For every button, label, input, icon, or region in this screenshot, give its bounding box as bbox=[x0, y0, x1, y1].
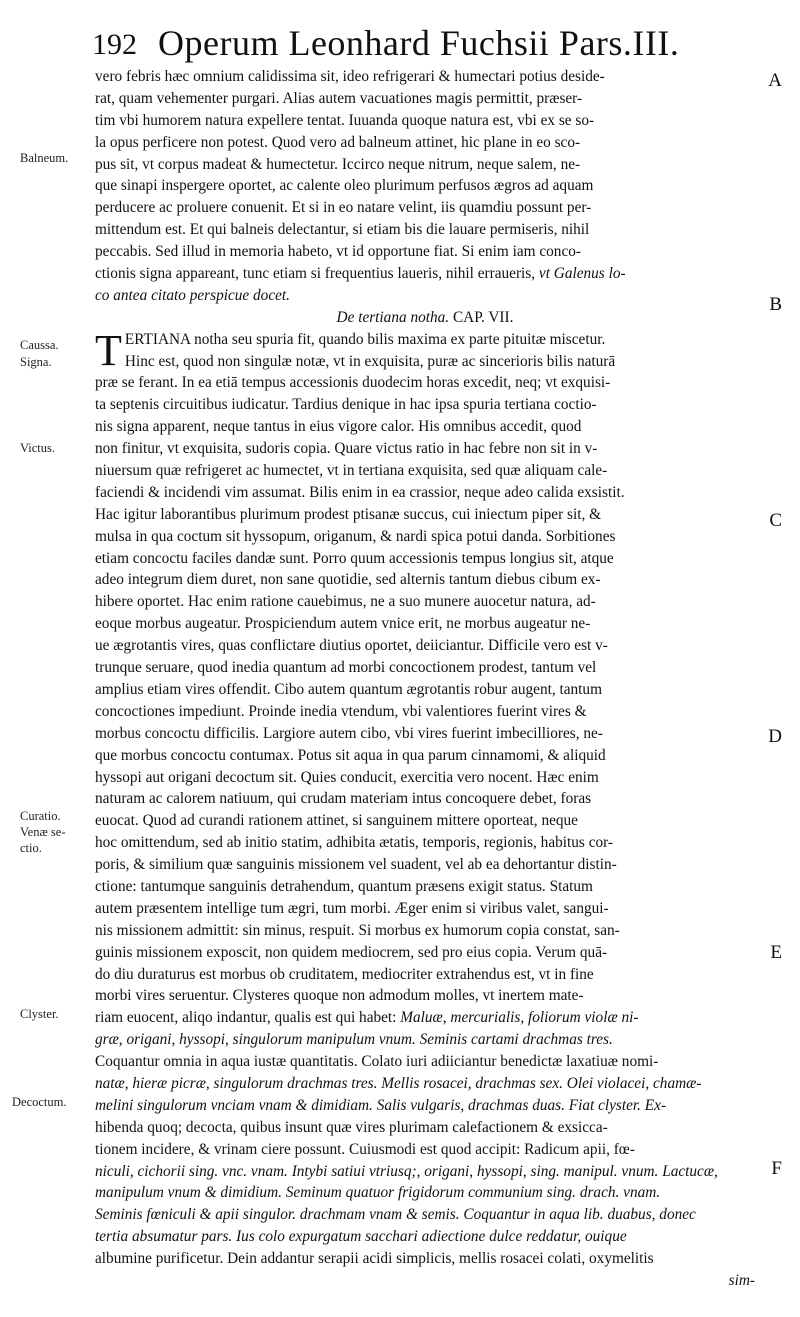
text-line: tertia absumatur pars. Ius colo expurgatum sacchari adiectione dulce reddatur, ouique bbox=[95, 1228, 627, 1246]
text-line: eoque morbus augeatur. Prospiciendum autem vnice erit, ne morbus augeatur ne- bbox=[95, 615, 591, 633]
text-line: faciendi & incidendi vim assumat. Bilis enim in ea crassior, neque adeo calida exsistit. bbox=[95, 483, 625, 501]
text-line: do diu duraturus est morbus ob cruditatem, mediocriter extrahendus est, vt in fine bbox=[95, 965, 594, 983]
text-line: perducere ac proluere conuenit. Et si in eo natare velint, iis quamdiu possunt per- bbox=[95, 199, 592, 217]
text-line: pus sit, vt corpus madeat & humectetur. Iccirco neque nitrum, neque salem, ne- bbox=[95, 155, 581, 173]
text-line: præ se ferant. In ea etiā tempus accessionis duodecim horas excedit, neq; vt exquisi- bbox=[95, 374, 611, 392]
text-line: Coquantur omnia in aqua iustæ quantitatis. Colato iuri adiiciantur benedictæ laxatiuæ nomi- bbox=[95, 1053, 659, 1071]
text-line: Hinc est, quod non singulæ notæ, vt in exquisita, puræ ac sincerioris bilis naturā bbox=[124, 352, 616, 370]
text-line: naturam ac calorem natiuum, qui crudam materiam intus concoquere debet, foras bbox=[95, 790, 592, 808]
side-note-balneum: Balneum. bbox=[20, 151, 69, 165]
text-line: græ, origani, hyssopi, singulorum manipulum vnum. Seminis cartami drachmas tres. bbox=[95, 1031, 613, 1049]
page-number: 192 bbox=[92, 28, 137, 61]
running-title: Operum Leonhard Fuchsii Pars.III. bbox=[158, 23, 680, 63]
side-note-curatio: Curatio. bbox=[20, 809, 61, 823]
text-segment-italic: Maluæ, mercurialis, foliorum violæ ni- bbox=[400, 1009, 639, 1027]
margin-letter-c: C bbox=[769, 510, 782, 531]
margin-letter-d: D bbox=[768, 726, 782, 747]
text-line: nis missionem admittit: sin minus, respuit. Si morbus ex humorum copia constat, san- bbox=[95, 921, 620, 939]
text-line: melini singulorum vnciam vnam & dimidiam. Salis vulgaris, drachmas duas. Fiat clyster. Ex- bbox=[95, 1096, 667, 1114]
text-line: guinis missionem exposcit, non quidem mediocrem, sed pro eius copia. Verum quā- bbox=[95, 943, 608, 961]
text-line: ta septenis circuitibus iudicatur. Tardius denique in hac ipsa spuria tertiana coctio- bbox=[95, 396, 597, 414]
side-note-clyster: Clyster. bbox=[20, 1007, 59, 1021]
text-line: ue ægrotantis vires, quas conflictare diutius oportet, deiiciantur. Difficile vero est v- bbox=[95, 637, 608, 655]
text-line: tionem incidere, & vrinam ciere possunt. Cuiusmodi est quod accipit: Radicum apii, fœ- bbox=[95, 1140, 635, 1158]
text-line: hyssopi aut origani decoctum sit. Quies conducit, exercitia vero nocent. Hæc enim bbox=[95, 768, 599, 786]
margin-letter-b: B bbox=[769, 294, 782, 315]
catchword: sim- bbox=[728, 1271, 755, 1289]
text-line bbox=[95, 1007, 755, 1029]
chapter-number: CAP. VII. bbox=[449, 308, 514, 326]
side-note-ctio: ctio. bbox=[20, 841, 42, 855]
text-line: vero febris hæc omnium calidissima sit, ideo refrigerari & humectari potius deside- bbox=[95, 68, 605, 85]
text-line: hibenda quoq; decocta, quibus insunt quæ vires plurimam calefactionem & exsicca- bbox=[95, 1118, 608, 1136]
text-line: etiam concoctu faciles dandæ sunt. Porro quum accessionis tempus longius sit, atque bbox=[95, 549, 614, 567]
side-note-signa: Signa. bbox=[20, 355, 52, 369]
text-line: natæ, hieræ picræ, singulorum drachmas tres. Mellis rosacei, drachmas sex. Olei violacei, chamæ- bbox=[95, 1074, 702, 1092]
text-line: ERTIANA notha seu spuria fit, quando bilis maxima ex parte pituitæ miscetur. bbox=[124, 330, 606, 348]
text-line: amplius etiam vires offendit. Cibo autem quantum ægrotantis robur augent, tantum bbox=[95, 680, 602, 698]
side-note-victus: Victus. bbox=[20, 441, 56, 455]
page-header bbox=[92, 18, 732, 68]
text-segment: ctionis signa appareant, tunc etiam si frequentius laueris, nihil erraueris, bbox=[95, 265, 539, 283]
side-note-caussa: Caussa. bbox=[20, 338, 59, 352]
margin-letter-f: F bbox=[771, 1158, 782, 1179]
text-line: niuersum quæ refrigeret ac humectet, vt in tertiana exquisita, sed quæ aliquam cale- bbox=[95, 462, 608, 480]
text-line: Seminis fœniculi & apii singulor. drachmam vnam & semis. Coquantur in aqua lib. duabus, donec bbox=[95, 1206, 696, 1224]
text-line: adeo integrum diem duret, non sane quotidie, sed alternis tantum diebus cibum ex- bbox=[95, 571, 601, 589]
side-note-decoctum: Decoctum. bbox=[12, 1095, 67, 1109]
chapter-heading bbox=[95, 307, 755, 329]
text-line: poris, & similium quæ sanguinis missionem vel suadent, vel ab ea dehortantur distin- bbox=[95, 856, 617, 874]
text-line: autem præsentem intellige tum ægri, tum morbi. Æger enim si viribus valet, sangui- bbox=[95, 899, 609, 917]
text-segment-italic: vt Galenus lo- bbox=[538, 265, 626, 283]
text-line: manipulum vnum & dimidium. Seminum quatuor frigidorum communium sing. drach. vnam. bbox=[95, 1184, 661, 1202]
text-segment: riam euocent, aliqo indantur, qualis est qui habet: bbox=[95, 1009, 401, 1027]
text-line: trunque seruare, quod inedia quantum ad morbi concoctionem prodest, tantum vel bbox=[95, 659, 597, 677]
drop-cap: T bbox=[95, 325, 122, 375]
text-line: nis signa apparent, neque tantus in eius vigore calor. His omnibus accedit, quod bbox=[95, 418, 582, 436]
text-line: non finitur, vt exquisita, sudoris copia. Quare victus ratio in hac febre non sit in v- bbox=[95, 440, 598, 458]
margin-letter-a: A bbox=[768, 70, 782, 91]
text-line: albumine purificetur. Dein addantur serapii acidi simplicis, mellis rosacei colati, oxymelitis bbox=[95, 1250, 654, 1268]
text-line: la opus perficere non potest. Quod vero ad balneum attinet, hic plane in eo sco- bbox=[95, 133, 581, 151]
text-line: co antea citato perspicue docet. bbox=[95, 286, 290, 304]
text-line: tim vbi humorem natura expellere tentat. Iuuanda quoque natura est, vbi ex se so- bbox=[95, 111, 595, 129]
side-note-venae: Venæ se- bbox=[20, 825, 66, 839]
text-line: que sinapi inspergere oportet, ac calente oleo plurimum perfusos ægros ad aquam bbox=[95, 177, 594, 195]
text-line: concoctiones impediunt. Proinde inedia vtendum, vbi valentiores fuerint vires & bbox=[95, 702, 587, 720]
text-line: euocat. Quod ad curandi rationem attinet, si sanguinem mittere oporteat, neque bbox=[95, 812, 578, 830]
text-line: rat, quam vehementer purgari. Alias autem vacuationes magis permittit, præser- bbox=[95, 89, 583, 107]
text-line: hibere oportet. Hac enim ratione cauebimus, ne a suo munere auocetur natura, ad- bbox=[95, 593, 596, 611]
text-line: que morbus concoctu contumax. Potus sit aqua in qua parum cinnamomi, & aliquid bbox=[95, 746, 606, 764]
text-line: hoc omittendum, sed ab initio statim, adhibita ætatis, temporis, regionis, habitus cor- bbox=[95, 834, 614, 852]
chapter-title: De tertiana notha. bbox=[336, 308, 450, 326]
text-line: ctione: tantumque sanguinis detrahendum, quantum præsens exigit status. Statum bbox=[95, 877, 593, 895]
text-line: morbi vires seruentur. Clysteres quoque non admodum molles, vt inertem mate- bbox=[95, 987, 584, 1005]
text-line: niculi, cichorii sing. vnc. vnam. Intybi satiui vtriusq;, origani, hyssopi, sing. manipul. vnum. Lactucæ, bbox=[95, 1162, 718, 1180]
text-line: Hac igitur laborantibus plurimum prodest ptisanæ succus, cui iniectum piper sit, & bbox=[95, 505, 601, 523]
text-line: mittendum est. Et qui balneis delectantur, si etiam bis die lauare permiseris, nihil bbox=[95, 221, 590, 239]
text-line bbox=[95, 263, 755, 285]
text-line: mulsa in qua coctum sit hyssopum, origanum, & nardi spica potui danda. Sorbitiones bbox=[95, 527, 616, 545]
text-line: peccabis. Sed illud in memoria habeto, vt id opportune fiat. Si enim iam conco- bbox=[95, 243, 581, 261]
text-line: morbus concoctu difficilis. Largiore autem cibo, vbi vires fuerint imbecilliores, ne- bbox=[95, 724, 603, 742]
main-text-block bbox=[95, 66, 755, 1292]
chapter-first-paragraph bbox=[95, 325, 755, 375]
margin-letter-e: E bbox=[770, 942, 782, 963]
